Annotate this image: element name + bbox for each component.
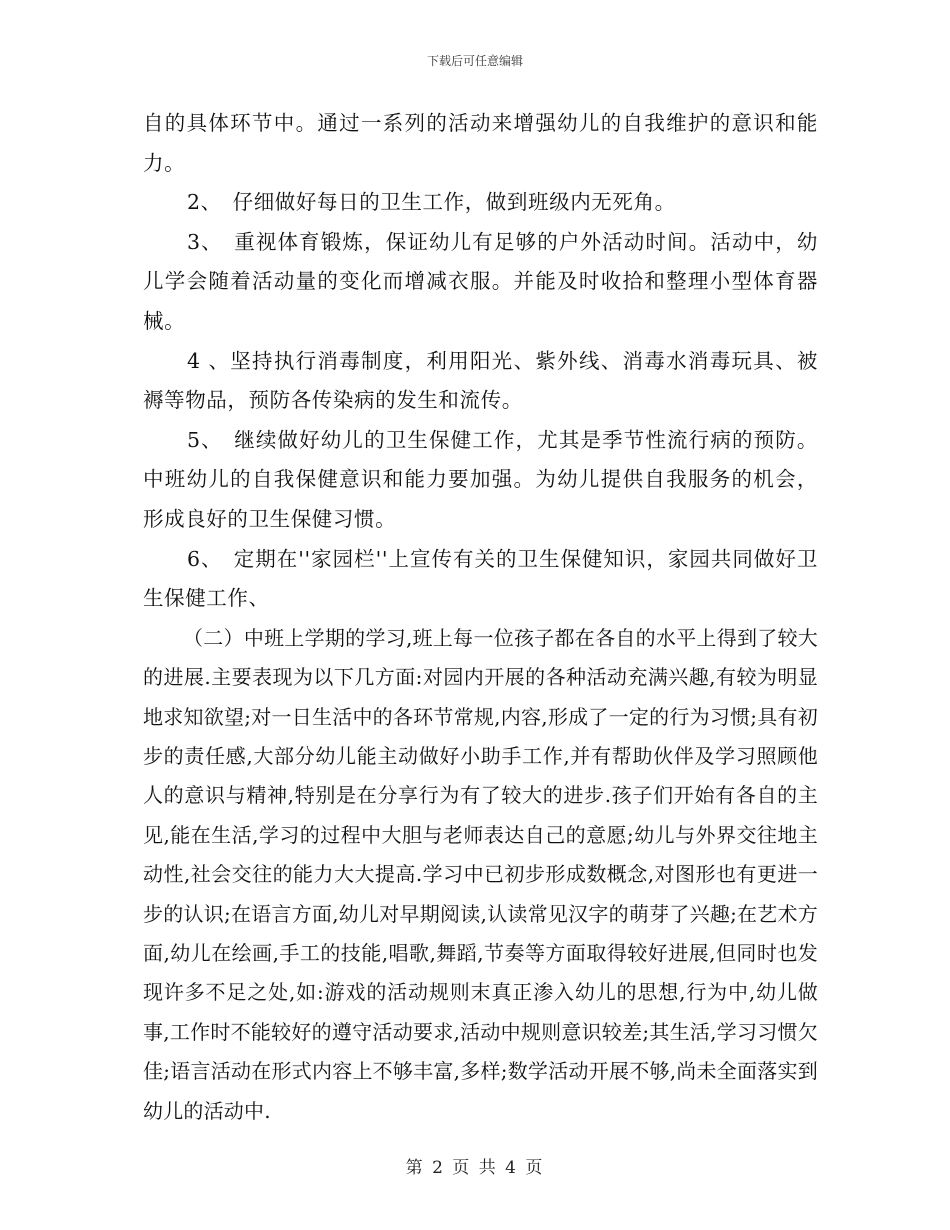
page-header-note: 下载后可任意编辑 <box>426 54 523 68</box>
paragraph-item-3: 3、 重视体育锻炼，保证幼儿有足够的户外活动时间。活动中，幼儿学会随着活动量的变化而增减衣服。并能及时收拾和整理小型体育器械。 <box>143 229 818 333</box>
paragraph-section-2: （二）中班上学期的学习,班上每一位孩子都在各自的水平上得到了较大的进展.主要表现为以下几方面:对园内开展的各种活动充满兴趣,有较为明显地求知欲望;对一日生活中的各环节常规,内容,形成了一定的行为习惯;具有初步的责任感,大部分幼儿能主动做好小助手工作,并有帮助伙伴及学习照顾他人的意识与精神,特别是在分享行为有了较大的进步.孩子们开始有各自的主见,能在生活,学习的过程中大胆与老师表达自己的意愿;幼儿与外界交往地主动性,社会交往的能力大大提高.学习中已初步形成数概念,对图形也有更进一步的认识;在语言方面,幼儿对早期阅读,认读常见汉字的萌芽了兴趣;在艺术方面,幼儿在绘画,手工的技能,唱歌,舞蹈,节奏等方面取得较好进展,但同时也发现许多不足之处,如:游戏的活动规则末真正渗入幼儿的思想,行为中,幼儿做事,工作时不能较好的遵守活动要求,活动中规则意识较差;其生活,学习习惯欠佳;语言活动在形式内容上不够丰富,多样;数学活动开展不够,尚未全面落实到幼儿的活动中. <box>143 625 818 1123</box>
paragraph-item-5: 5、 继续做好幼儿的卫生保健工作，尤其是季节性流行病的预防。中班幼儿的自我保健意识和能力要加强。为幼儿提供自我服务的机会，形成良好的卫生保健习惯。 <box>143 427 818 531</box>
paragraph-continuation: 自的具体环节中。通过一系列的活动来增强幼儿的自我维护的意识和能力。 <box>143 111 818 175</box>
document-body <box>143 104 818 1131</box>
paragraph-item-2: 2、 仔细做好每日的卫生工作，做到班级内无死角。 <box>187 190 676 215</box>
paragraph-item-6: 6、 定期在''家园栏''上宣传有关的卫生保健知识，家园共同做好卫生保健工作、 <box>143 546 818 611</box>
page-number-footer: 第 2 页 共 4 页 <box>405 1158 545 1178</box>
paragraph-item-4: 4 、坚持执行消毒制度，利用阳光、紫外线、消毒水消毒玩具、被褥等物品，预防各传染病的发生和流传。 <box>143 348 818 413</box>
